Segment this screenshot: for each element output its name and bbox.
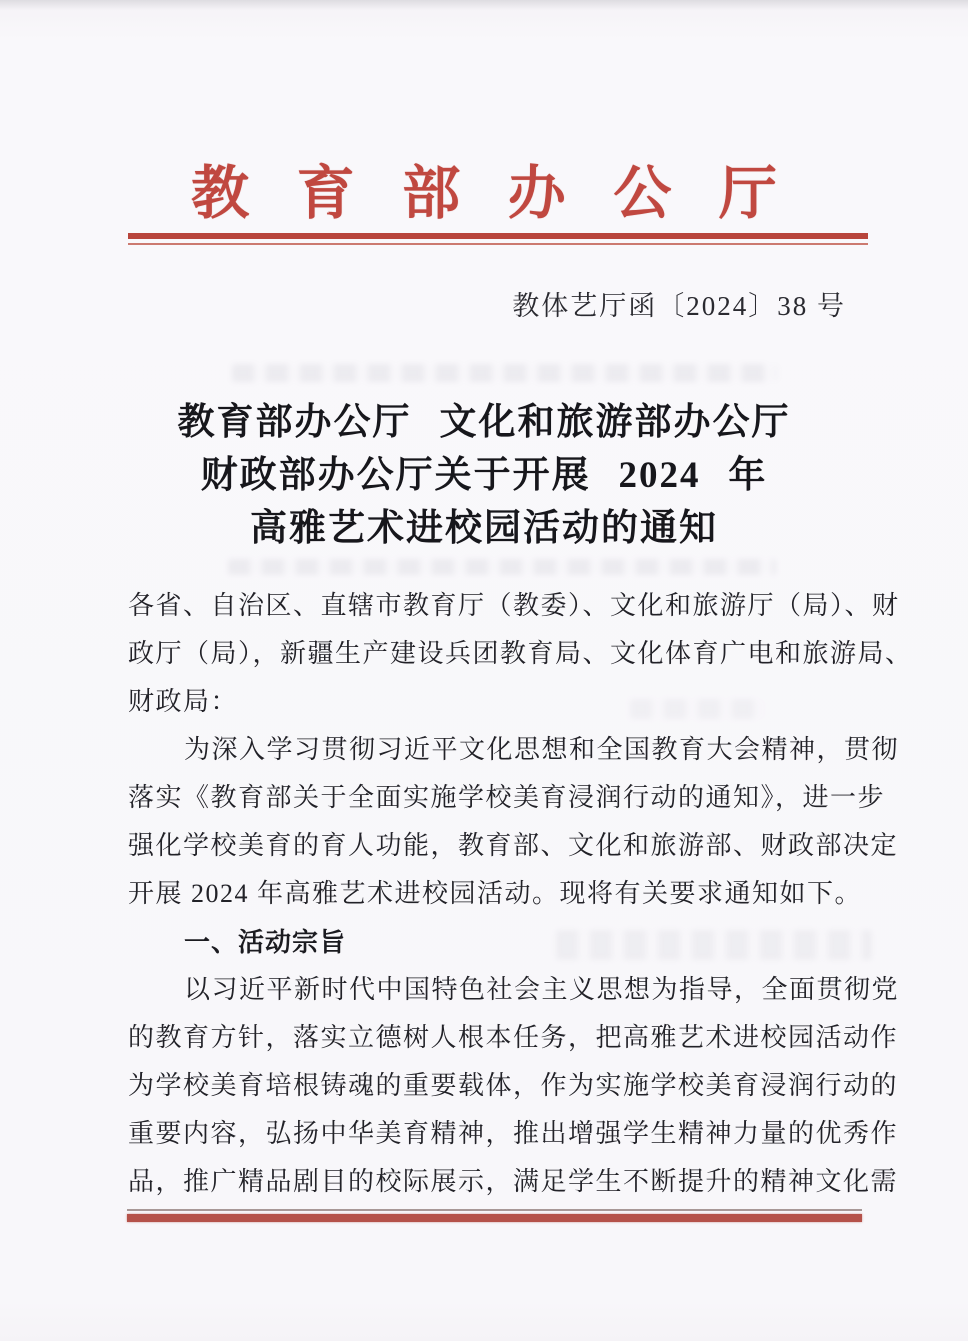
paragraph-line: 开展 2024 年高雅艺术进校园活动。现将有关要求通知如下。 xyxy=(128,879,863,908)
paragraph-line: 品，推广精品剧目的校际展示，满足学生不断提升的精神文化需 xyxy=(128,1167,899,1196)
paragraph-line: 强化学校美育的育人功能，教育部、文化和旅游部、财政部决定 xyxy=(128,831,899,860)
paragraph-line: 落实《教育部关于全面实施学校美育浸润行动的通知》，进一步 xyxy=(128,783,886,812)
page-bottom-rule xyxy=(127,1209,862,1222)
letterhead-divider xyxy=(128,233,868,245)
bottom-thin-rule xyxy=(127,1209,862,1211)
paragraph-line: 重要内容，弘扬中华美育精神，推出增强学生精神力量的优秀作 xyxy=(128,1119,899,1148)
section-heading: 一、活动宗旨 xyxy=(184,927,347,957)
bottom-thick-rule xyxy=(127,1214,862,1222)
salutation-line: 各省、自治区、直辖市教育厅（教委）、文化和旅游厅（局）、财 xyxy=(128,591,900,620)
doc-title-line: 高雅艺术进校园活动的通知 xyxy=(250,508,718,549)
divider-thick-rule xyxy=(128,233,868,239)
bleedthrough-ghost xyxy=(228,559,776,575)
divider-thin-rule xyxy=(128,243,868,245)
paragraph-line: 为深入学习贯彻习近平文化思想和全国教育大会精神，贯彻 xyxy=(184,735,900,764)
document-body xyxy=(128,582,913,1206)
salutation-line: 政厅（局），新疆生产建设兵团教育局、文化体育广电和旅游局、 xyxy=(128,639,913,668)
letterhead-title: 教育部办公厅 xyxy=(191,161,825,226)
paragraph-line: 为学校美育培根铸魂的重要载体，作为实施学校美育浸润行动的 xyxy=(128,1071,899,1100)
doc-number: 教体艺厅函〔2024〕38 号 xyxy=(512,291,846,321)
doc-title xyxy=(0,396,968,555)
bleedthrough-ghost xyxy=(232,364,777,382)
doc-title-line: 教育部办公厅 文化和旅游部办公厅 xyxy=(177,402,791,443)
doc-title-line: 财政部办公厅关于开展 2024 年 xyxy=(200,455,768,496)
paragraph-line: 的教育方针，落实立德树人根本任务，把高雅艺术进校园活动作 xyxy=(128,1023,899,1052)
salutation-line: 财政局： xyxy=(128,687,239,716)
paragraph-line: 以习近平新时代中国特色社会主义思想为指导，全面贯彻党 xyxy=(184,975,900,1004)
